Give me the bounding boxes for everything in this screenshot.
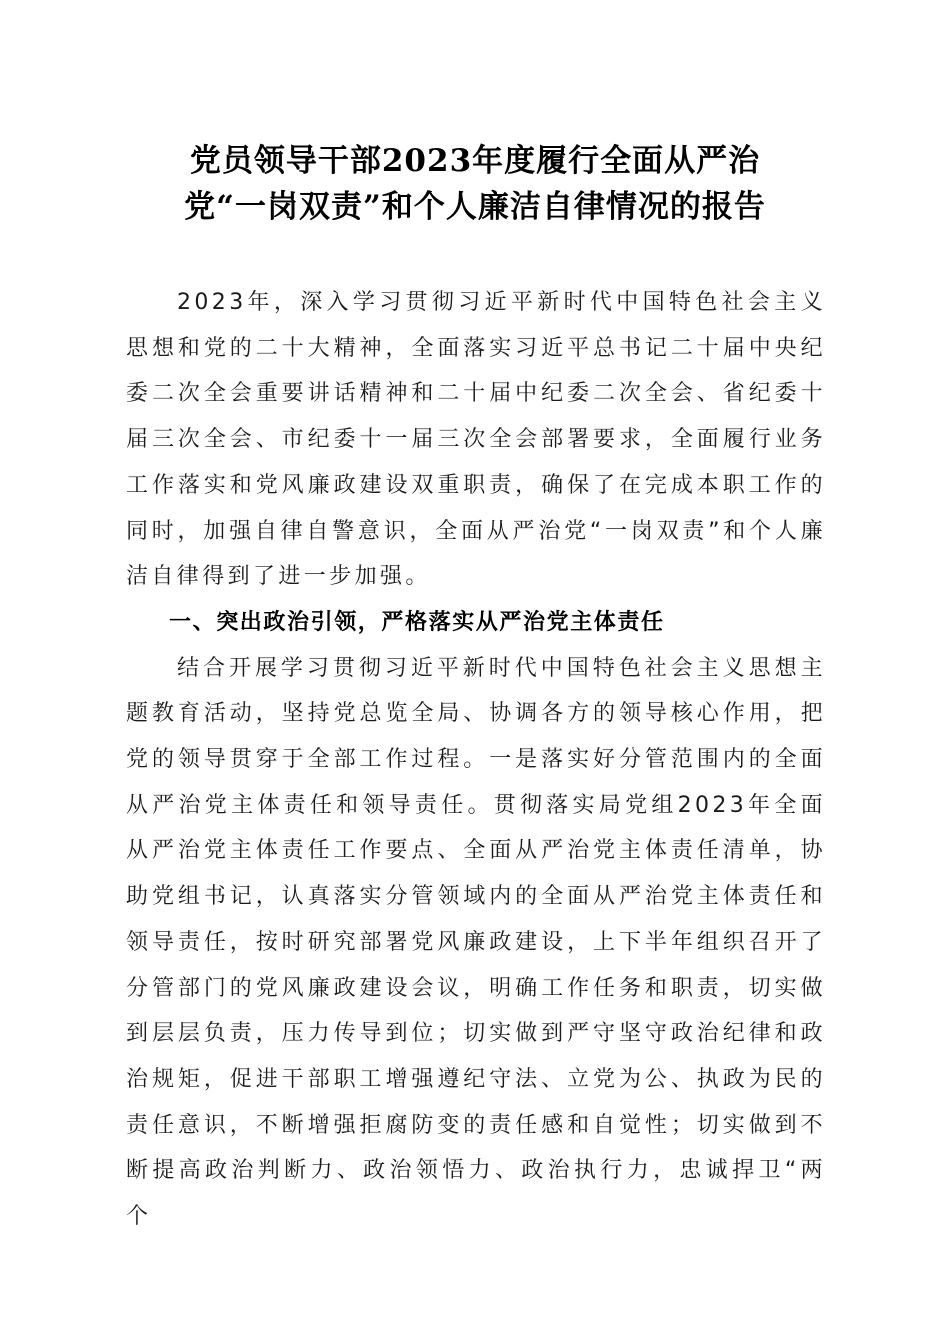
document-body [126,280,826,1240]
section-1-paragraph: 结合开展学习贯彻习近平新时代中国特色社会主义思想主题教育活动，坚持党总览全局、协调各方的领导核心作用，把党的领导贯穿于全部工作过程。一是落实好分管范围内的全面从严治党主体责任和领导责任。贯彻落实局党组2023年全面从严治党主体责任工作要点、全面从严治党主体责任清单，协助党组书记，认真落实分管领域内的全面从严治党主体责任和领导责任，按时研究部署党风廉政建设，上下半年组织召开了分管部门的党风廉政建设会议，明确工作任务和职责，切实做到层层负责，压力传导到位；切实做到严守坚守政治纪律和政治规矩，促进干部职工增强遵纪守法、立党为公、执政为民的责任意识，不断增强拒腐防变的责任感和自觉性；切实做到不断提高政治判断力、政治领悟力、政治执行力，忠诚捍卫“两个 [126,655,826,1230]
section-heading-1: 一、突出政治引领，严格落实从严治党主体责任 [169,609,665,635]
document-title [100,138,850,230]
title-line-1: 党员领导干部2023年度履行全面从严治 [189,143,761,179]
intro-paragraph: 2023年，深入学习贯彻习近平新时代中国特色社会主义思想和党的二十大精神，全面落实习近平总书记二十届中央纪委二次全会重要讲话精神和二十届中纪委二次全会、省纪委十届三次全会、市纪委十一届三次全会部署要求，全面履行业务工作落实和党风廉政建设双重职责，确保了在完成本职工作的同时，加强自律自警意识，全面从严治党“一岗双责”和个人廉洁自律得到了进一步加强。 [126,290,826,590]
title-line-2: 党“一岗双责”和个人廉洁自律情况的报告 [184,189,766,225]
